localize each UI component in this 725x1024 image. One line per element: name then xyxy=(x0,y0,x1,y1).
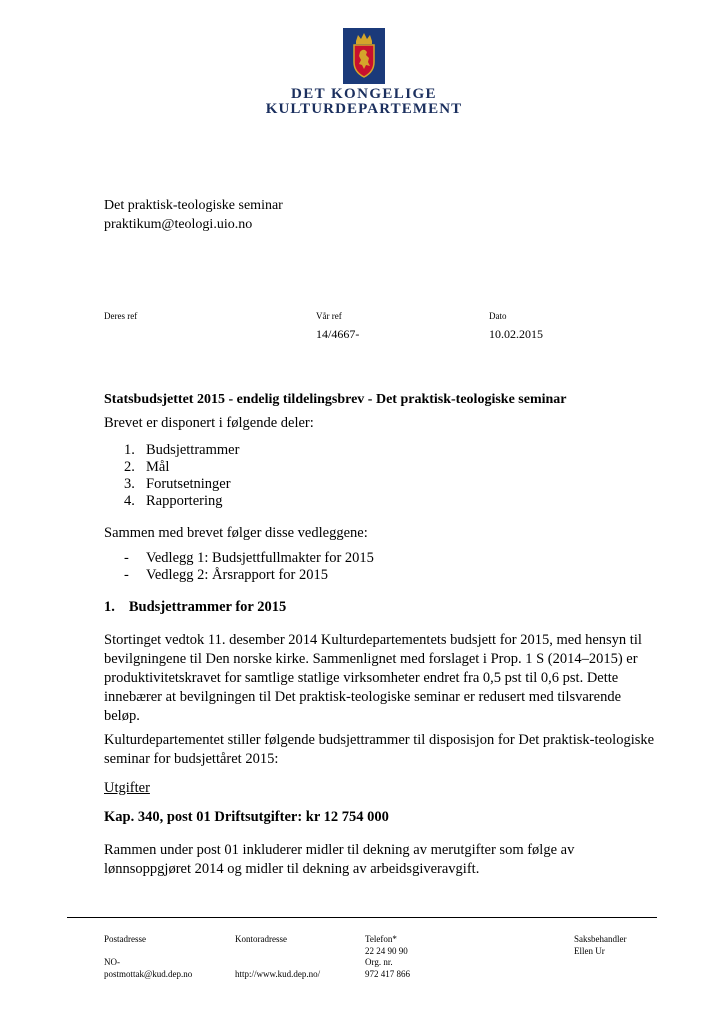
footer-postadresse: Postadresse NO- postmottak@kud.dep.no xyxy=(104,934,193,979)
paragraph-1: Stortinget vedtok 11. desember 2014 Kulturdepartementets budsjett for 2015, med hensyn til bevilgningene til Den norske kirke. Sammenlignet med forslaget i Prop. 1 S (2014–2015) er produktivitetskravet for samtlige statlige virksomheter endret fra 0,5 pst til 0,6 pst. Dette innebærer at bevilgningen til Det praktisk-teologiske seminar er redusert med tilsvarende beløp. xyxy=(104,632,642,724)
paragraph-3: Rammen under post 01 inkluderer midler til dekning av merutgifter som følge av lønnsoppgjøret 2014 og midler til dekning av arbeidsgiveravgift. xyxy=(104,842,575,877)
footer-saksbehandler: Saksbehandler Ellen Ur xyxy=(574,934,627,956)
footer-telefon: Telefon* 22 24 90 90 Org. nr. 972 417 866 xyxy=(365,934,410,979)
list-item: 2. Mål xyxy=(124,459,170,475)
attachments-list xyxy=(124,550,374,584)
recipient-name: Det praktisk-teologiske seminar xyxy=(104,198,283,213)
list-item: 3. Forutsetninger xyxy=(124,476,231,492)
royal-coat-of-arms-icon xyxy=(343,28,385,84)
list-item: - Vedlegg 2: Årsrapport for 2015 xyxy=(124,567,329,583)
intro-text: Brevet er disponert i følgende deler: xyxy=(104,415,314,431)
expenses-label: Utgifter xyxy=(104,780,150,796)
recipient-email: praktikum@teologi.uio.no xyxy=(104,217,253,232)
parts-list xyxy=(124,442,239,510)
deres-ref-label: Deres ref xyxy=(104,311,138,321)
letter-subject: Statsbudsjettet 2015 - endelig tildelingsbrev - Det praktisk-teologiske seminar xyxy=(104,392,567,407)
org-name-line2: KULTURDEPARTEMENT xyxy=(265,101,463,117)
paragraph-2: Kulturdepartementet stiller følgende budsjettrammer til disposisjon for Det praktisk-teologiske seminar for budsjettåret 2015: xyxy=(104,732,655,767)
dato-value: 10.02.2015 xyxy=(489,327,543,341)
var-ref-value: 14/4667- xyxy=(316,327,360,341)
kap-line: Kap. 340, post 01 Driftsutgifter: kr 12 754 000 xyxy=(104,809,389,825)
footer-kontoradresse: Kontoradresse http://www.kud.dep.no/ xyxy=(235,934,321,979)
list-item: 1. Budsjettrammer xyxy=(124,442,240,458)
list-item: 4. Rapportering xyxy=(124,493,223,509)
footer-website-link[interactable]: http://www.kud.dep.no/ xyxy=(235,968,321,979)
recipient-block xyxy=(104,196,283,234)
footer-divider xyxy=(67,917,657,918)
footer-email-link[interactable]: postmottak@kud.dep.no xyxy=(104,968,193,979)
section-title: Budsjettrammer for 2015 xyxy=(128,599,287,615)
org-name-line1: DET KONGELIGE xyxy=(291,86,437,102)
dato-label: Dato xyxy=(489,311,507,321)
section-heading xyxy=(104,599,286,616)
list-item: - Vedlegg 1: Budsjettfullmakter for 2015 xyxy=(124,550,374,566)
section-number: 1. xyxy=(104,599,115,615)
var-ref-label: Vår ref xyxy=(316,311,342,321)
attachments-intro: Sammen med brevet følger disse vedleggene: xyxy=(104,525,368,541)
